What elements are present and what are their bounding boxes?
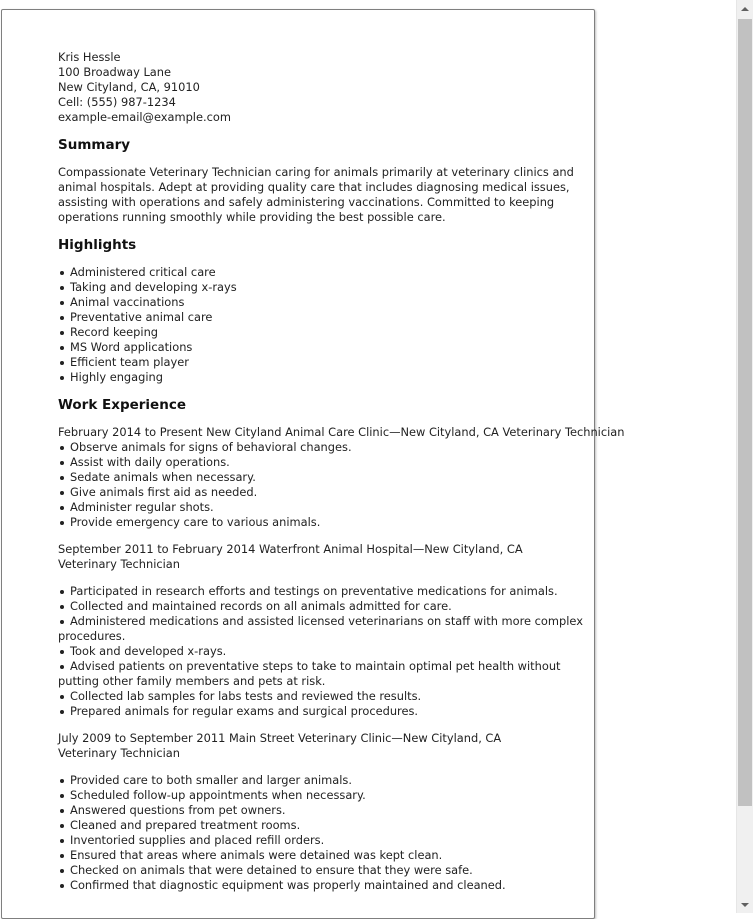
duty-item: Provided care to both smaller and larger animals.	[58, 773, 594, 788]
resume-content	[58, 50, 625, 905]
experience-heading: Work Experience	[58, 397, 186, 413]
summary-heading: Summary	[58, 137, 131, 153]
duty-item: Participated in research efforts and testings on preventative medications for animals.	[58, 584, 594, 599]
highlights-heading: Highlights	[58, 237, 137, 253]
highlight-item: Administered critical care	[58, 265, 594, 280]
duty-item: Checked on animals that were detained to ensure that they were safe.	[58, 863, 594, 878]
contact-cell: Cell: (555) 987-1234	[58, 95, 176, 109]
duty-item: Advised patients on preventative steps to take to maintain optimal pet health without putting other family members and pets at risk.	[58, 659, 594, 689]
contact-name: Kris Hessle	[58, 50, 121, 64]
scroll-up-arrow-icon[interactable]	[737, 0, 753, 17]
highlight-item: Preventative animal care	[58, 310, 594, 325]
duty-item: Provide emergency care to various animals.	[58, 515, 594, 530]
duty-item: Took and developed x-rays.	[58, 644, 594, 659]
highlights-list	[58, 265, 594, 385]
job-header: July 2009 to September 2011 Main Street Veterinary Clinic—New Cityland, CA Veterinary Technician	[58, 731, 502, 760]
job-duties	[58, 440, 594, 530]
contact-block	[58, 50, 594, 125]
contact-city: New Cityland, CA, 91010	[58, 80, 200, 94]
highlight-item: Taking and developing x-rays	[58, 280, 594, 295]
resume-page	[1, 9, 625, 919]
scrollbar-thumb[interactable]	[738, 19, 752, 806]
scroll-down-arrow-icon[interactable]	[737, 896, 753, 913]
duty-item: Cleaned and prepared treatment rooms.	[58, 818, 594, 833]
highlight-item: MS Word applications	[58, 340, 594, 355]
job-entry	[58, 425, 625, 530]
duty-item: Sedate animals when necessary.	[58, 470, 594, 485]
duty-item: Administer regular shots.	[58, 500, 594, 515]
job-duties	[58, 584, 594, 719]
contact-email: example-email@example.com	[58, 110, 231, 124]
duty-item: Collected and maintained records on all animals admitted for care.	[58, 599, 594, 614]
job-entry	[58, 731, 594, 893]
job-header: September 2011 to February 2014 Waterfront Animal Hospital—New Cityland, CA Veterinary Technician	[58, 542, 523, 571]
duty-item: Inventoried supplies and placed refill orders.	[58, 833, 594, 848]
contact-address: 100 Broadway Lane	[58, 65, 171, 79]
duty-item: Answered questions from pet owners.	[58, 803, 594, 818]
duty-item: Assist with daily operations.	[58, 455, 594, 470]
duty-item: Confirmed that diagnostic equipment was properly maintained and cleaned.	[58, 878, 594, 893]
job-duties	[58, 773, 594, 893]
duty-item: Administered medications and assisted licensed veterinarians on staff with more complex procedures.	[58, 614, 594, 644]
highlight-item: Efficient team player	[58, 355, 594, 370]
highlight-item: Record keeping	[58, 325, 594, 340]
vertical-scrollbar[interactable]	[736, 0, 753, 913]
highlight-item: Highly engaging	[58, 370, 594, 385]
duty-item: Collected lab samples for labs tests and reviewed the results.	[58, 689, 594, 704]
job-entry	[58, 542, 594, 719]
duty-item: Ensured that areas where animals were detained was kept clean.	[58, 848, 594, 863]
duty-item: Prepared animals for regular exams and surgical procedures.	[58, 704, 594, 719]
job-header: February 2014 to Present New Cityland Animal Care Clinic—New Cityland, CA Veterinary Technician	[58, 425, 625, 439]
highlight-item: Animal vaccinations	[58, 295, 594, 310]
duty-item: Give animals first aid as needed.	[58, 485, 594, 500]
summary-text: Compassionate Veterinary Technician caring for animals primarily at veterinary clinics and animal hospitals. Adept at providing quality care that includes diagnosing medical issues, assisting with operations and safely administering vaccinations. Committed to keeping operations running smoothly while providing the best possible care.	[58, 165, 574, 224]
duty-item: Scheduled follow-up appointments when necessary.	[58, 788, 594, 803]
duty-item: Observe animals for signs of behavioral changes.	[58, 440, 594, 455]
